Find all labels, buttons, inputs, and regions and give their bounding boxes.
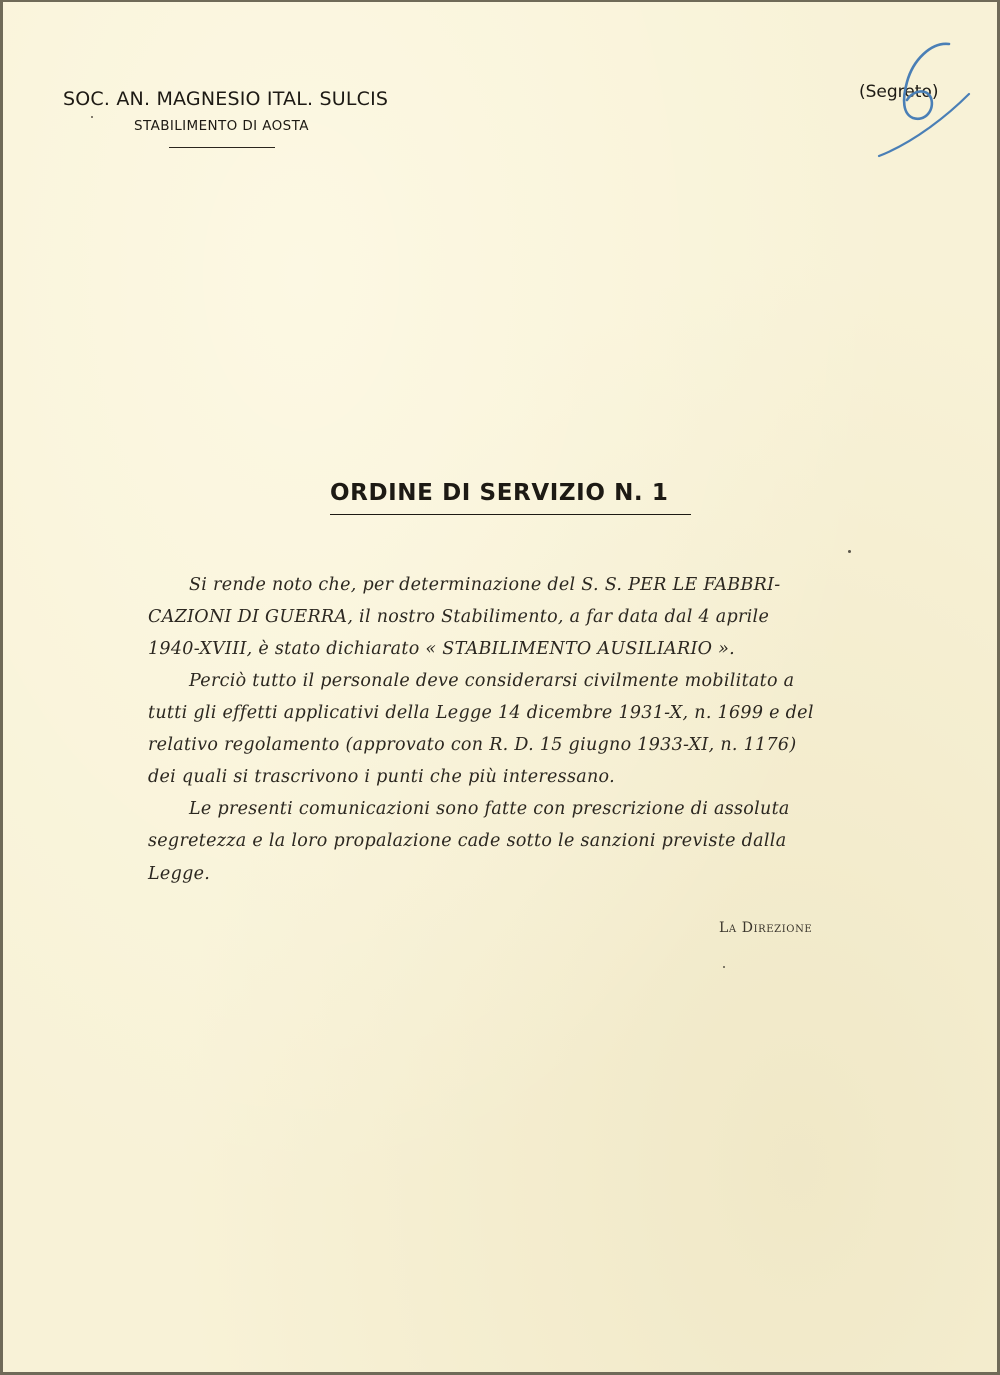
body-line: tutti gli effetti applicativi della Legge 14 dicembre 1931-X, n. 1699 e del [148,703,814,723]
plant-name: STABILIMENTO DI AOSTA [134,118,309,134]
body-line: relativo regolamento (approvato con R. D. 15 giugno 1933-XI, n. 1176) [148,735,797,755]
body-line: Perciò tutto il personale deve considerarsi civilmente mobilitato a [189,671,795,691]
body-line: Si rende noto che, per determinazione del S. S. PER LE FABBRI- [189,575,781,595]
paper-speck [723,966,725,968]
handwritten-page-number [867,38,977,168]
body-line: dei quali si trascrivono i punti che più interessano. [148,767,615,787]
signature: La Direzione [719,920,813,936]
body-line: Le presenti comunicazioni sono fatte con prescrizione di assoluta [189,799,790,819]
order-title: ORDINE DI SERVIZIO N. 1 [330,480,669,506]
document-page [3,2,997,1372]
body-line: 1940-XVIII, è stato dichiarato « STABILIMENTO AUSILIARIO ». [148,639,736,659]
company-name: SOC. AN. MAGNESIO ITAL. SULCIS [63,88,389,110]
title-underline [330,514,691,515]
paper-speck [848,550,851,553]
classification-label: (Segreto) [859,82,939,102]
body-line: CAZIONI DI GUERRA, il nostro Stabilimento, a far data dal 4 aprile [148,607,770,627]
paper-speck [91,116,93,118]
header-divider [169,147,275,148]
body-line: segretezza e la loro propalazione cade sotto le sanzioni previste dalla [148,831,787,851]
body-line: Legge. [148,864,211,884]
